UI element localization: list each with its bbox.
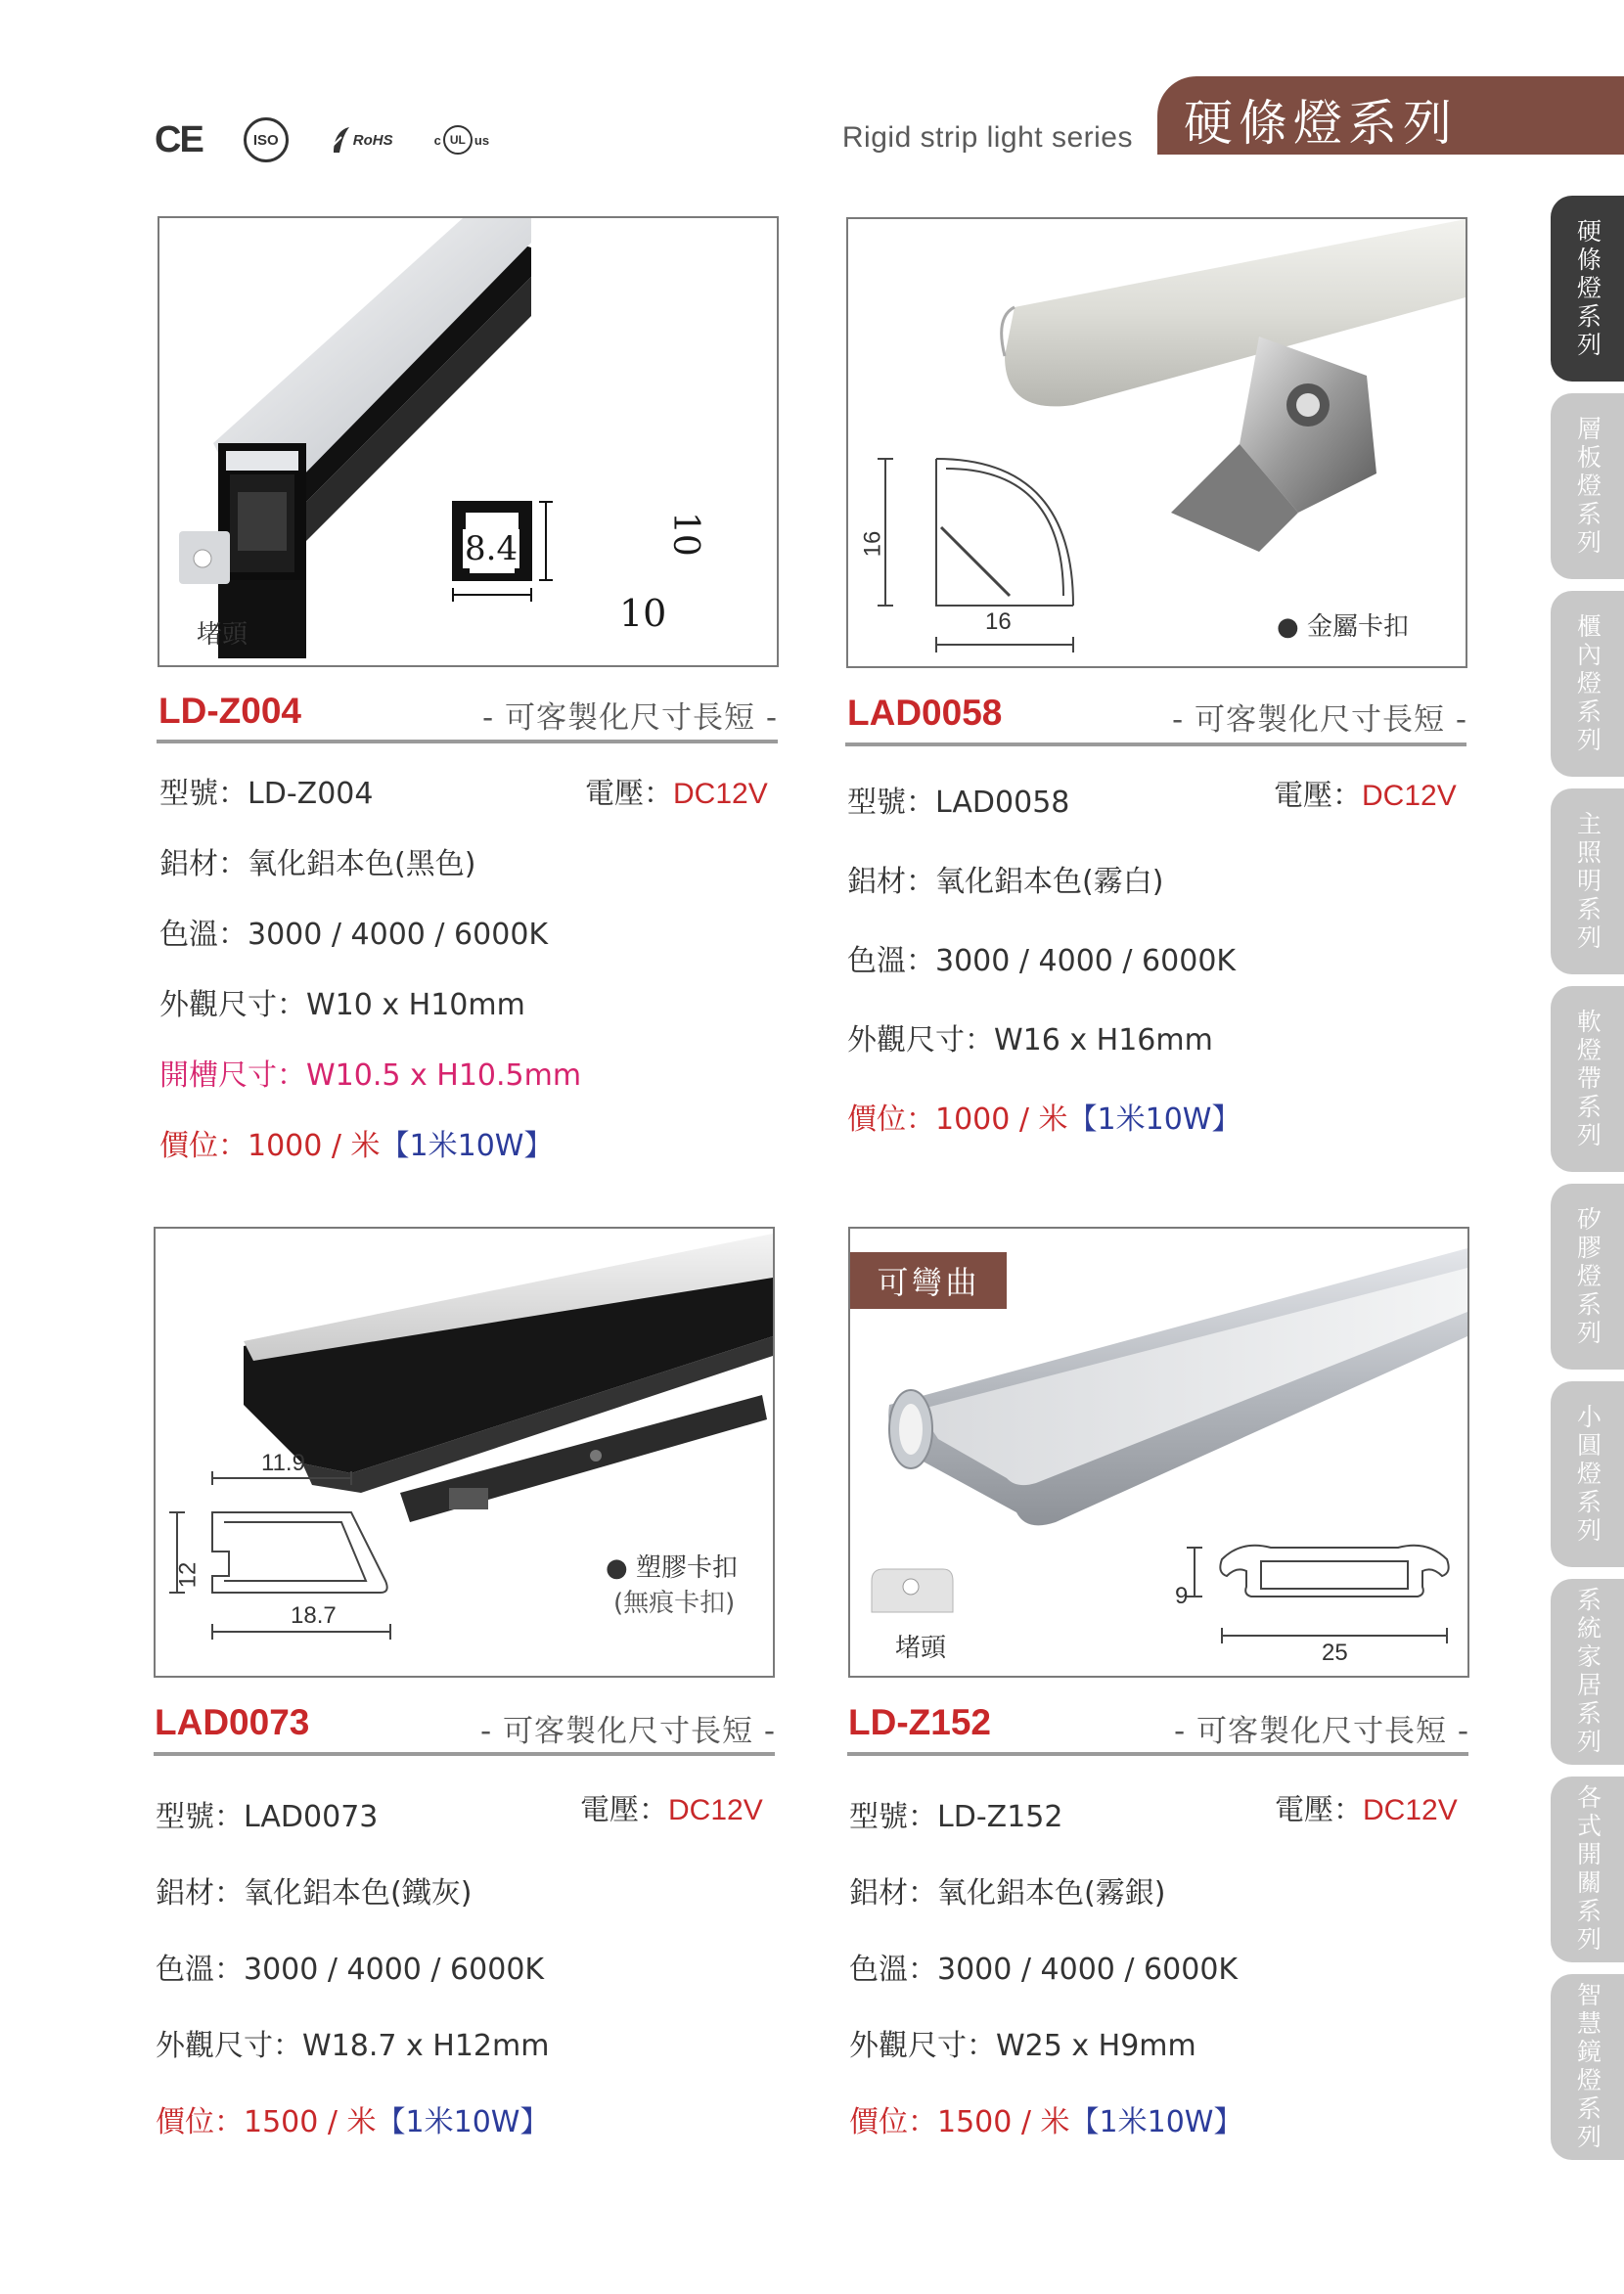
dim-width: 25 (1322, 1640, 1348, 1666)
profile-photo (159, 218, 777, 665)
ul-mark-icon: c UL us (434, 125, 489, 155)
spec-model: 型號：LD-Z004 (159, 777, 374, 811)
spec-material: 鋁材：氧化鋁本色(鐵灰) (156, 1876, 473, 1911)
divider (157, 740, 778, 743)
spec-color-temp: 色溫：3000 / 4000 / 6000K (847, 944, 1237, 978)
product-code: LAD0058 (847, 693, 1003, 733)
custom-length-note: - 可客製化尺寸長短 - (482, 700, 779, 736)
product-code: LD-Z004 (158, 691, 301, 731)
side-tab-switches[interactable]: 各式開關系列 (1551, 1777, 1624, 1962)
side-tab-soft-strip[interactable]: 軟燈帶系列 (1551, 986, 1624, 1172)
spec-material: 鋁材：氧化鋁本色(霧白) (847, 865, 1164, 899)
dim-bottom-width: 18.7 (291, 1602, 337, 1629)
spec-price: 價位：1000 / 米【1米10W】 (847, 1102, 1241, 1137)
product-image-lad0073 (154, 1227, 775, 1678)
metal-clip-label: ● 金屬卡扣 (1277, 612, 1409, 642)
product-code: LAD0073 (155, 1702, 310, 1742)
product-image-ld-z004 (158, 216, 779, 667)
spec-size: 外觀尺寸：W18.7 x H12mm (156, 2029, 550, 2063)
spec-slot-size: 開槽尺寸：W10.5 x H10.5mm (159, 1058, 582, 1093)
series-title-en: Rigid strip light series (841, 121, 1133, 154)
spec-size: 外觀尺寸：W10 x H10mm (159, 988, 525, 1022)
side-tab-smart-mirror[interactable]: 智慧鏡燈系列 (1551, 1974, 1624, 2160)
spec-material: 鋁材：氧化鋁本色(霧銀) (849, 1876, 1166, 1911)
side-tab-cabinet-light[interactable]: 櫃內燈系列 (1551, 591, 1624, 777)
spec-material: 鋁材：氧化鋁本色(黑色) (159, 847, 476, 881)
spec-price: 價位：1000 / 米【1米10W】 (159, 1129, 554, 1163)
spec-voltage: 電壓：DC12V (1275, 1793, 1458, 1827)
product-code: LD-Z152 (848, 1702, 991, 1742)
spec-model: 型號：LD-Z152 (849, 1800, 1063, 1834)
dim-top-width: 11.9 (261, 1450, 305, 1476)
spec-price: 價位：1500 / 米【1米10W】 (849, 2105, 1243, 2139)
spec-model: 型號：LAD0073 (156, 1800, 379, 1834)
product-image-lad0058 (846, 217, 1467, 668)
spec-voltage: 電壓：DC12V (580, 1793, 763, 1827)
spec-size: 外觀尺寸：W16 x H16mm (847, 1023, 1213, 1057)
plastic-clip-note: (無痕卡扣) (613, 1589, 736, 1618)
side-tab-main-lighting[interactable]: 主照明系列 (1551, 788, 1624, 974)
side-tab-system-home[interactable]: 系統家居系列 (1551, 1579, 1624, 1765)
dim-width: 10 (619, 592, 667, 635)
custom-length-note: - 可客製化尺寸長短 - (1174, 1714, 1470, 1749)
plastic-clip-label: ● 塑膠卡扣 (606, 1553, 738, 1583)
dim-inner-width: 8.4 (465, 529, 519, 568)
product-image-ld-z152 (848, 1227, 1469, 1678)
ce-mark-icon: CE (155, 118, 203, 160)
bendable-badge: 可彎曲 (850, 1252, 1007, 1309)
spec-voltage: 電壓：DC12V (1274, 779, 1457, 813)
side-tab-shelf-light[interactable]: 層板燈系列 (1551, 393, 1624, 579)
custom-length-note: - 可客製化尺寸長短 - (1172, 702, 1468, 738)
spec-color-temp: 色溫：3000 / 4000 / 6000K (156, 1953, 545, 1987)
spec-color-temp: 色溫：3000 / 4000 / 6000K (159, 918, 549, 952)
dim-height: 16 (859, 530, 886, 558)
divider (154, 1752, 775, 1756)
dim-height: 12 (174, 1561, 202, 1589)
end-cap-label: 堵頭 (197, 620, 248, 650)
spec-color-temp: 色溫：3000 / 4000 / 6000K (849, 1953, 1239, 1987)
divider (845, 742, 1466, 746)
dim-height: 10 (665, 512, 705, 557)
spec-size: 外觀尺寸：W25 x H9mm (849, 2029, 1196, 2063)
divider (847, 1752, 1468, 1756)
dim-height: 9 (1175, 1583, 1189, 1609)
spec-model: 型號：LAD0058 (847, 786, 1070, 820)
spec-voltage: 電壓：DC12V (585, 777, 768, 811)
side-tab-silicone-light[interactable]: 矽膠燈系列 (1551, 1184, 1624, 1370)
custom-length-note: - 可客製化尺寸長短 - (480, 1714, 777, 1749)
iso-mark-icon: ISO (244, 117, 289, 162)
side-tab-small-round[interactable]: 小圓燈系列 (1551, 1381, 1624, 1567)
spec-price: 價位：1500 / 米【1米10W】 (156, 2105, 550, 2139)
rohs-mark-icon: RoHS (330, 125, 393, 155)
certification-logos (155, 115, 489, 164)
end-cap-label: 堵頭 (895, 1634, 947, 1663)
profile-photo (848, 219, 1466, 666)
dim-width: 16 (985, 608, 1012, 635)
series-title-zh: 硬條燈系列 (1184, 95, 1458, 152)
side-tab-rigid-strip[interactable]: 硬條燈系列 (1551, 196, 1624, 382)
